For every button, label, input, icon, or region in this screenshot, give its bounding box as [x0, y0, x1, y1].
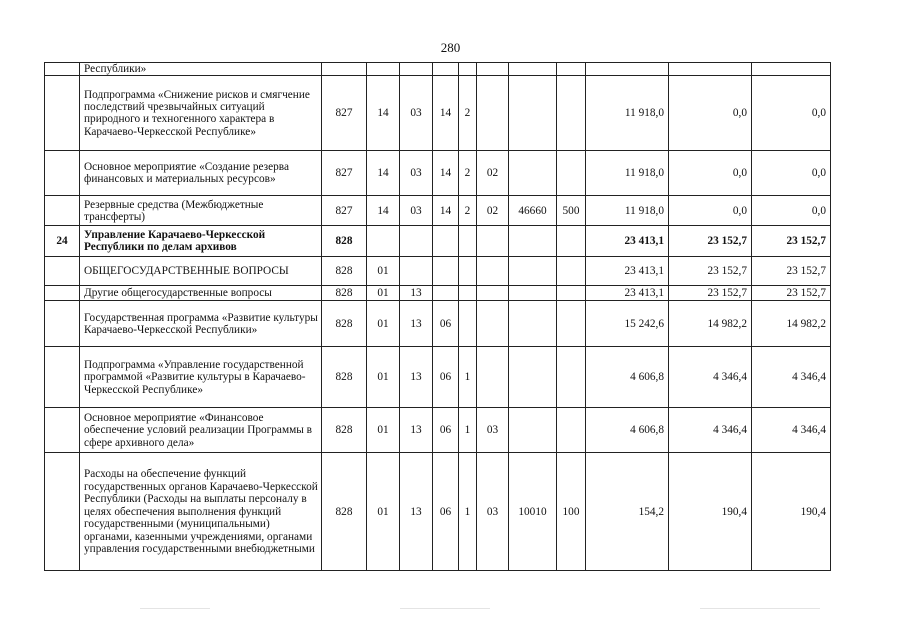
activity-code-cell: 02	[477, 151, 509, 196]
activity-code-cell: 03	[477, 408, 509, 453]
amount-year1-cell: 4 606,8	[586, 347, 669, 408]
activity-code-cell	[477, 286, 509, 301]
expense-type-cell	[557, 408, 586, 453]
amount-year2-cell: 0,0	[669, 76, 752, 151]
table-row	[45, 301, 831, 347]
budget-table	[44, 62, 831, 571]
expense-type-cell	[557, 76, 586, 151]
row-name-cell: ОБЩЕГОСУДАРСТВЕННЫЕ ВОПРОСЫ	[80, 257, 322, 286]
program-code-cell: 06	[433, 408, 459, 453]
table-row	[45, 408, 831, 453]
row-number-cell	[45, 76, 80, 151]
row-name-cell: Государственная программа «Развитие культуры Карачаево-Черкесской Республики»	[80, 301, 322, 347]
row-number-cell	[45, 151, 80, 196]
ved-code-cell: 827	[322, 76, 367, 151]
section-code-cell: 01	[367, 408, 400, 453]
activity-code-cell	[477, 347, 509, 408]
row-name-cell: Расходы на обеспечение функций государственных органов Карачаево-Черкесской Республики (Расходы на выплаты персоналу в целях обеспечения выполнения функций государственными (муниципальными) органами, казенными учреждениями, органами управления государственными внебюджетными	[80, 453, 322, 571]
amount-year3-cell: 4 346,4	[752, 408, 831, 453]
subprogram-code-cell: 2	[459, 196, 477, 226]
direction-code-cell	[509, 63, 557, 76]
section-code-cell: 14	[367, 76, 400, 151]
amount-year1-cell: 4 606,8	[586, 408, 669, 453]
table-row	[45, 151, 831, 196]
amount-year3-cell: 23 152,7	[752, 257, 831, 286]
ved-code-cell: 828	[322, 226, 367, 257]
activity-code-cell	[477, 76, 509, 151]
direction-code-cell: 46660	[509, 196, 557, 226]
page-number: 280	[440, 40, 461, 55]
section-code-cell: 14	[367, 196, 400, 226]
amount-year3-cell: 0,0	[752, 151, 831, 196]
program-code-cell: 14	[433, 76, 459, 151]
direction-code-cell	[509, 347, 557, 408]
section-code-cell: 01	[367, 453, 400, 571]
direction-code-cell	[509, 257, 557, 286]
amount-year3-cell: 4 346,4	[752, 347, 831, 408]
section-code-cell	[367, 226, 400, 257]
table-row	[45, 286, 831, 301]
amount-year3-cell: 190,4	[752, 453, 831, 571]
amount-year1-cell: 11 918,0	[586, 151, 669, 196]
row-number-cell	[45, 286, 80, 301]
program-code-cell	[433, 226, 459, 257]
table-row	[45, 196, 831, 226]
subsection-code-cell: 03	[400, 151, 433, 196]
ved-code-cell: 828	[322, 257, 367, 286]
activity-code-cell	[477, 63, 509, 76]
expense-type-cell	[557, 257, 586, 286]
ved-code-cell: 827	[322, 151, 367, 196]
ved-code-cell: 828	[322, 347, 367, 408]
activity-code-cell	[477, 226, 509, 257]
ved-code-cell: 828	[322, 453, 367, 571]
table-row	[45, 453, 831, 571]
program-code-cell: 06	[433, 301, 459, 347]
subsection-code-cell	[400, 63, 433, 76]
program-code-cell	[433, 286, 459, 301]
expense-type-cell: 500	[557, 196, 586, 226]
direction-code-cell	[509, 286, 557, 301]
subprogram-code-cell: 1	[459, 347, 477, 408]
amount-year3-cell	[752, 63, 831, 76]
direction-code-cell	[509, 226, 557, 257]
amount-year1-cell: 154,2	[586, 453, 669, 571]
ved-code-cell: 827	[322, 196, 367, 226]
amount-year2-cell: 4 346,4	[669, 347, 752, 408]
table-row	[45, 63, 831, 76]
amount-year2-cell	[669, 63, 752, 76]
row-number-cell	[45, 347, 80, 408]
direction-code-cell: 10010	[509, 453, 557, 571]
subsection-code-cell: 13	[400, 286, 433, 301]
activity-code-cell: 03	[477, 453, 509, 571]
table-row	[45, 257, 831, 286]
amount-year3-cell: 23 152,7	[752, 226, 831, 257]
subsection-code-cell: 13	[400, 301, 433, 347]
expense-type-cell: 100	[557, 453, 586, 571]
amount-year2-cell: 190,4	[669, 453, 752, 571]
amount-year1-cell: 23 413,1	[586, 286, 669, 301]
program-code-cell: 14	[433, 196, 459, 226]
amount-year2-cell: 23 152,7	[669, 286, 752, 301]
table-row	[45, 347, 831, 408]
row-name-cell: Подпрограмма «Управление государственной программой «Развитие культуры в Карачаево-Черкесской Республике»	[80, 347, 322, 408]
scan-line	[140, 608, 210, 609]
section-code-cell	[367, 63, 400, 76]
subsection-code-cell: 13	[400, 347, 433, 408]
subsection-code-cell: 13	[400, 408, 433, 453]
scan-line	[700, 608, 820, 609]
subprogram-code-cell: 1	[459, 453, 477, 571]
direction-code-cell	[509, 151, 557, 196]
scan-line	[400, 608, 490, 609]
expense-type-cell	[557, 347, 586, 408]
program-code-cell	[433, 63, 459, 76]
subsection-code-cell: 03	[400, 196, 433, 226]
row-number-cell	[45, 408, 80, 453]
amount-year2-cell: 23 152,7	[669, 257, 752, 286]
amount-year2-cell: 0,0	[669, 151, 752, 196]
subprogram-code-cell	[459, 63, 477, 76]
subsection-code-cell: 13	[400, 453, 433, 571]
row-number-cell	[45, 257, 80, 286]
subprogram-code-cell	[459, 226, 477, 257]
expense-type-cell	[557, 63, 586, 76]
direction-code-cell	[509, 301, 557, 347]
expense-type-cell	[557, 286, 586, 301]
expense-type-cell	[557, 301, 586, 347]
amount-year1-cell: 23 413,1	[586, 226, 669, 257]
subsection-code-cell	[400, 257, 433, 286]
subsection-code-cell	[400, 226, 433, 257]
amount-year2-cell: 14 982,2	[669, 301, 752, 347]
amount-year1-cell: 23 413,1	[586, 257, 669, 286]
row-number-cell	[45, 63, 80, 76]
amount-year2-cell: 0,0	[669, 196, 752, 226]
section-code-cell: 01	[367, 301, 400, 347]
subprogram-code-cell	[459, 286, 477, 301]
amount-year3-cell: 0,0	[752, 76, 831, 151]
section-code-cell: 01	[367, 257, 400, 286]
program-code-cell: 06	[433, 453, 459, 571]
activity-code-cell: 02	[477, 196, 509, 226]
amount-year2-cell: 4 346,4	[669, 408, 752, 453]
row-number-cell	[45, 301, 80, 347]
expense-type-cell	[557, 226, 586, 257]
row-number-cell	[45, 453, 80, 571]
program-code-cell	[433, 257, 459, 286]
program-code-cell: 14	[433, 151, 459, 196]
row-name-cell: Подпрограмма «Снижение рисков и смягчение последствий чрезвычайных ситуаций природного и техногенного характера в Карачаево-Черкесской Республике»	[80, 76, 322, 151]
table-row	[45, 76, 831, 151]
subprogram-code-cell: 2	[459, 151, 477, 196]
activity-code-cell	[477, 301, 509, 347]
amount-year3-cell: 23 152,7	[752, 286, 831, 301]
row-name-cell: Республики»	[80, 63, 322, 76]
row-name-cell: Другие общегосударственные вопросы	[80, 286, 322, 301]
row-name-cell: Управление Карачаево-Черкесской Республики по делам архивов	[80, 226, 322, 257]
section-code-cell: 14	[367, 151, 400, 196]
amount-year2-cell: 23 152,7	[669, 226, 752, 257]
subsection-code-cell: 03	[400, 76, 433, 151]
program-code-cell: 06	[433, 347, 459, 408]
table-row	[45, 226, 831, 257]
activity-code-cell	[477, 257, 509, 286]
subprogram-code-cell	[459, 257, 477, 286]
ved-code-cell: 828	[322, 301, 367, 347]
amount-year1-cell: 11 918,0	[586, 196, 669, 226]
ved-code-cell	[322, 63, 367, 76]
direction-code-cell	[509, 76, 557, 151]
expense-type-cell	[557, 151, 586, 196]
amount-year1-cell: 11 918,0	[586, 76, 669, 151]
direction-code-cell	[509, 408, 557, 453]
section-code-cell: 01	[367, 347, 400, 408]
subprogram-code-cell: 2	[459, 76, 477, 151]
row-name-cell: Основное мероприятие «Финансовое обеспечение условий реализации Программы в сфере архивного дела»	[80, 408, 322, 453]
row-number-cell: 24	[45, 226, 80, 257]
amount-year3-cell: 0,0	[752, 196, 831, 226]
subprogram-code-cell	[459, 301, 477, 347]
row-number-cell	[45, 196, 80, 226]
row-name-cell: Основное мероприятие «Создание резерва финансовых и материальных ресурсов»	[80, 151, 322, 196]
amount-year1-cell: 15 242,6	[586, 301, 669, 347]
ved-code-cell: 828	[322, 286, 367, 301]
row-name-cell: Резервные средства (Межбюджетные трансферты)	[80, 196, 322, 226]
amount-year1-cell	[586, 63, 669, 76]
section-code-cell: 01	[367, 286, 400, 301]
amount-year3-cell: 14 982,2	[752, 301, 831, 347]
ved-code-cell: 828	[322, 408, 367, 453]
subprogram-code-cell: 1	[459, 408, 477, 453]
